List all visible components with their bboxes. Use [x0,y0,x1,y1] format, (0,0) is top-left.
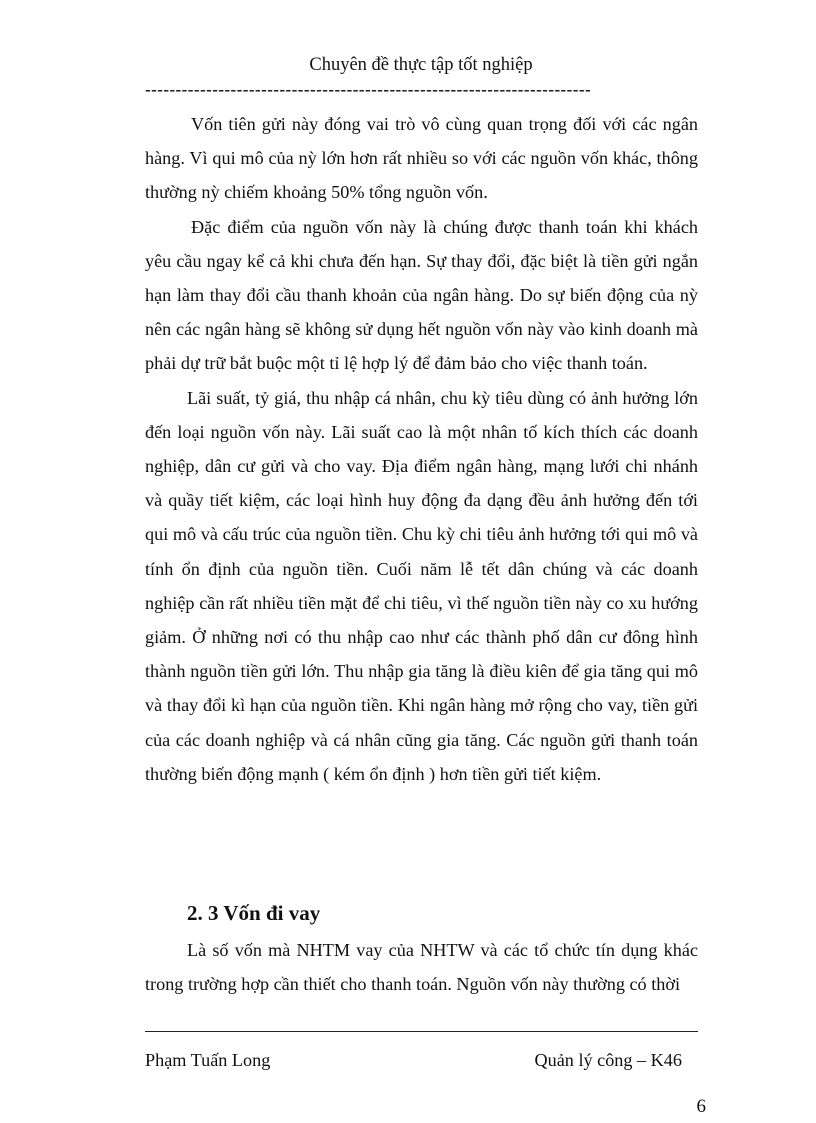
footer-course: Quản lý công – K46 [534,1050,682,1070]
section-body [145,933,698,1001]
footer-divider [145,1031,698,1032]
header-separator: ------------------------------------------------------------------------- [145,80,592,99]
footer-author: Phạm Tuấn Long [145,1050,271,1070]
paragraph-1: Vốn tiên gửi này đóng vai trò vô cùng quan trọng đối với các ngân hàng. Vì qui mô của nỳ lớn hơn rất nhiều so với các nguồn vốn khác, thông thường nỳ chiếm khoảng 50% tổng nguồn vốn. [145,114,698,203]
page-header-title: Chuyên đề thực tập tốt nghiệp [309,55,533,75]
page-number: 6 [696,1096,706,1117]
paragraph-2: Đặc điểm của nguồn vốn này là chúng được thanh toán khi khách yêu cầu ngay kể cả khi chưa đến hạn. Sự thay đổi, đặc biệt là tiền gửi ngắn hạn làm thay đổi cầu thanh khoản của ngân hàng. Do sự biến động của nỳ nên các ngân hàng sẽ không sử dụng hết nguồn vốn này vào kinh doanh mà phải dự trữ bắt buộc một tỉ lệ hợp lý để đảm bảo cho việc thanh toán. [145,216,698,374]
section-paragraph: Là số vốn mà NHTM vay của NHTW và các tổ chức tín dụng khác trong trường hợp cần thiết cho thanh toán. Nguồn vốn này thường có thời [145,940,698,995]
section-heading: 2. 3 Vốn đi vay [187,901,321,925]
body-text [145,107,698,825]
paragraph-3: Lãi suất, tỷ giá, thu nhập cá nhân, chu kỳ tiêu dùng có ảnh hưởng lớn đến loại nguồn vốn này. Lãi suất cao là một nhân tố kích thích các doanh nghiệp, dân cư gửi và cho vay. Địa điểm ngân hàng, mạng lưới chi nhánh và quầy tiết kiệm, các loại hình huy động đa dạng đều ảnh hưởng đến tới qui mô và cấu trúc của nguồn tiền. Chu kỳ chi tiêu ảnh hưởng tới qui mô và tính ổn định của nguồn tiền. Cuối năm lễ tết dân chúng và các doanh nghiệp cần rất nhiều tiền mặt để chi tiêu, vì thế nguồn tiền này co xu hướng giảm. Ở những nơi có thu nhập cao như các thành phố dân cư đông hình thành nguồn tiền gửi lớn. Thu nhập gia tăng là điều kiên để gia tăng qui mô và thay đổi kì hạn của nguồn tiền. Khi ngân hàng mở rộng cho vay, tiền gửi của các doanh nghiệp và cá nhân cũng gia tăng. Các nguồn gửi thanh toán thường biến động mạnh ( kém ổn định ) hơn tiền gửi tiết kiệm. [145,387,698,784]
